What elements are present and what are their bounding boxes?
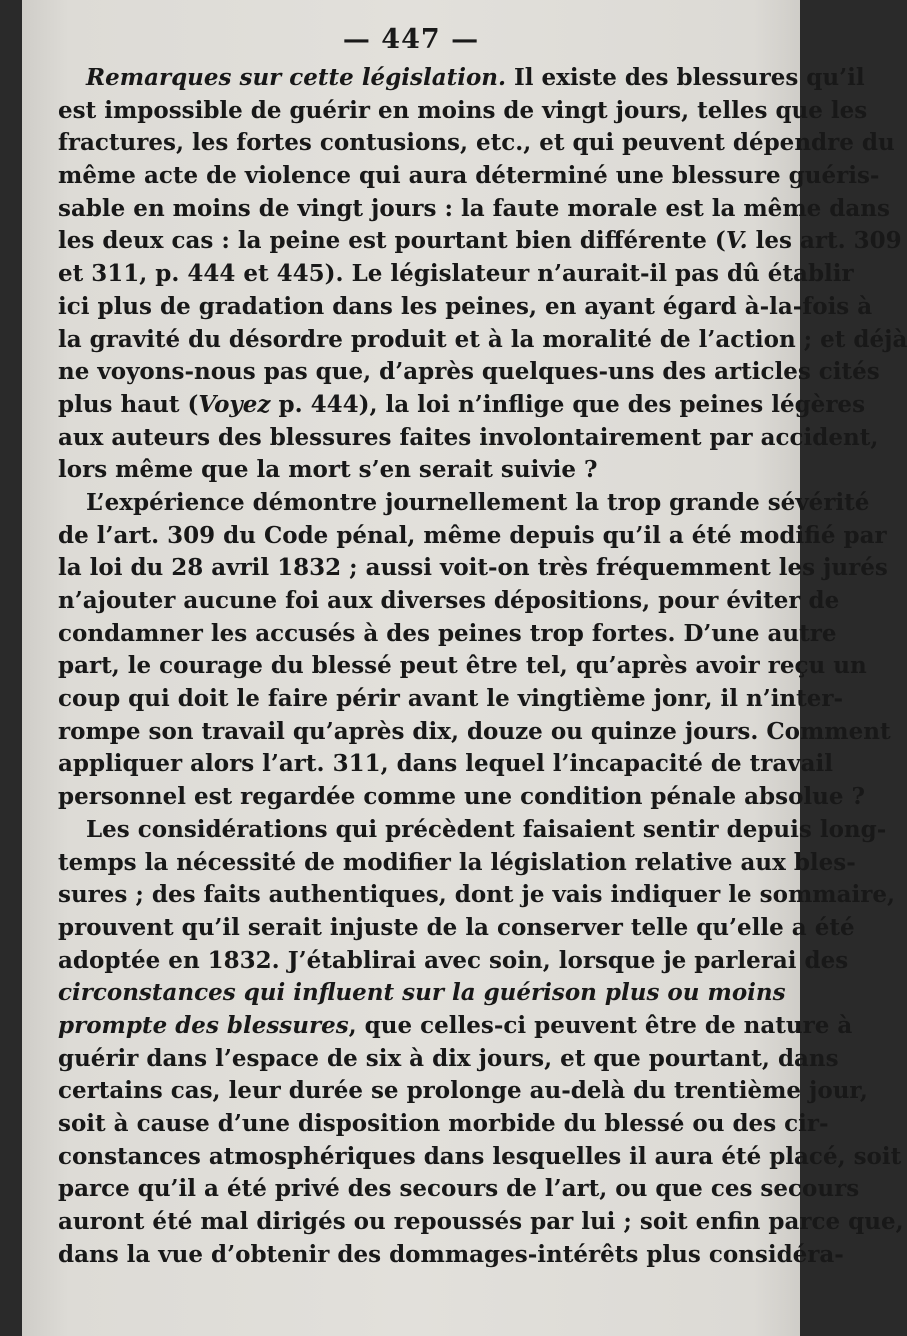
text-run: n’ajouter aucune foi aux diverses dépositions, pour éviter de	[58, 587, 840, 614]
text-run: lors même que la mort s’en serait suivie ?	[58, 456, 598, 484]
text-line	[58, 258, 854, 291]
text-line	[58, 291, 873, 324]
text-line	[58, 193, 890, 226]
text-run: la gravité du désordre produit et à la moralité de l’action ; et déjà	[58, 325, 907, 353]
text-line	[58, 324, 907, 357]
text-line	[58, 1173, 860, 1206]
text-run: appliquer alors l’art. 311, dans lequel l’incapacité de travail	[58, 750, 834, 778]
text-line	[58, 814, 887, 847]
text-line	[58, 62, 865, 95]
text-run: rompe son travail qu’après dix, douze ou quinze jours. Comment	[58, 717, 891, 745]
text-line	[58, 422, 879, 455]
text-line	[58, 127, 895, 160]
text-line	[58, 1141, 902, 1174]
text-run: les deux cas : la peine est pourtant bien différente (	[58, 227, 726, 255]
text-run: condamner les accusés à des peines trop fortes. D’une autre	[58, 619, 837, 647]
text-run: guérir dans l’espace de six à dix jours, et que pourtant, dans	[58, 1044, 839, 1072]
text-run: dans la vue d’obtenir des dommages-intérêts plus considéra-	[58, 1240, 844, 1268]
text-line	[58, 552, 888, 585]
text-run: personnel est regardée comme une condition pénale absolue ?	[58, 783, 865, 811]
text-line	[58, 683, 844, 716]
text-run: soit à cause d’une disposition morbide du blessé ou des cir-	[58, 1110, 829, 1137]
text-line	[58, 520, 887, 553]
text-line	[58, 356, 880, 389]
text-run: et 311, p. 444 et 445). Le législateur n’aurait-il pas dû établir	[58, 260, 854, 288]
text-line	[58, 879, 896, 912]
text-run: certains cas, leur durée se prolonge au-delà du trentième jour,	[58, 1077, 868, 1105]
text-run: temps la nécessité de modifier la législation relative aux bles-	[58, 848, 856, 876]
text-run: parce qu’il a été privé des secours de l’art, ou que ces secours	[58, 1175, 860, 1203]
italic-run: Voyez	[198, 390, 271, 418]
text-run: adoptée en 1832. J’établirai avec soin, lorsque je parlerai des	[58, 946, 849, 974]
italic-run: circonstances qui influent sur la guérison plus ou moins	[58, 979, 786, 1007]
text-run: les art. 309	[747, 227, 902, 255]
text-line	[58, 716, 891, 749]
text-run: aux auteurs des blessures faites involontairement par accident,	[58, 423, 879, 451]
italic-run: prompte des blessures	[58, 1011, 349, 1039]
text-line	[58, 977, 786, 1010]
text-line	[58, 1043, 839, 1076]
text-run: ne voyons-nous pas que, d’après quelques-uns des articles cités	[58, 358, 880, 386]
page-number: — 447 —	[342, 24, 480, 55]
text-run: de l’art. 309 du Code pénal, même depuis qu’il a été modifié par	[58, 521, 887, 549]
text-run: plus haut (	[58, 390, 199, 418]
text-line	[58, 95, 868, 128]
body-text	[58, 62, 907, 1271]
text-line	[58, 618, 837, 651]
text-line	[58, 912, 855, 945]
text-line	[58, 781, 865, 814]
text-line	[58, 1108, 829, 1141]
text-line	[58, 945, 849, 978]
text-run: Les considérations qui précèdent faisaient sentir depuis long-	[86, 815, 887, 843]
text-run: part, le courage du blessé peut être tel, qu’après avoir reçu un	[58, 652, 867, 680]
text-run: auront été mal dirigés ou repoussés par lui ; soit enfin parce que,	[58, 1208, 904, 1236]
italic-run: V.	[725, 227, 748, 255]
text-run: L’expérience démontre journellement la trop grande sévérité	[86, 488, 870, 516]
text-line	[58, 1010, 853, 1043]
italic-run: Remarques sur cette législation.	[86, 64, 507, 91]
text-line	[58, 160, 880, 193]
text-run: constances atmosphériques dans lesquelles il aura été placé, soit	[58, 1142, 902, 1170]
text-run: coup qui doit le faire périr avant le vingtième jonr, il n’inter-	[58, 685, 844, 713]
text-run: fractures, les fortes contusions, etc., et qui peuvent dépendre du	[58, 129, 895, 157]
text-line	[58, 847, 856, 880]
text-line	[58, 454, 768, 487]
text-line	[58, 1206, 904, 1239]
text-line	[58, 650, 867, 683]
text-run: même acte de violence qui aura déterminé une blessure guéris-	[58, 162, 880, 190]
text-run: la loi du 28 avril 1832 ; aussi voit-on très fréquemment les jurés	[58, 554, 888, 582]
text-run: , que celles-ci peuvent être de nature à	[348, 1011, 853, 1039]
book-page	[22, 0, 907, 1336]
text-line	[58, 1075, 868, 1108]
text-line	[58, 225, 902, 258]
text-line	[58, 1239, 844, 1272]
text-line	[58, 389, 866, 422]
text-run: ici plus de gradation dans les peines, en ayant égard à-la-fois à	[58, 292, 873, 320]
text-run: Il existe des blessures qu’il	[506, 64, 865, 91]
text-run: est impossible de guérir en moins de vingt jours, telles que les	[58, 96, 868, 124]
text-line	[58, 487, 870, 520]
text-run: sable en moins de vingt jours : la faute morale est la même dans	[58, 194, 890, 222]
text-run: p. 444), la loi n’inflige que des peines légères	[270, 390, 866, 418]
text-line	[58, 585, 840, 618]
text-run: prouvent qu’il serait injuste de la conserver telle qu’elle a été	[58, 913, 855, 941]
text-line	[58, 748, 834, 781]
text-run: sures ; des faits authentiques, dont je vais indiquer le sommaire,	[58, 881, 896, 909]
